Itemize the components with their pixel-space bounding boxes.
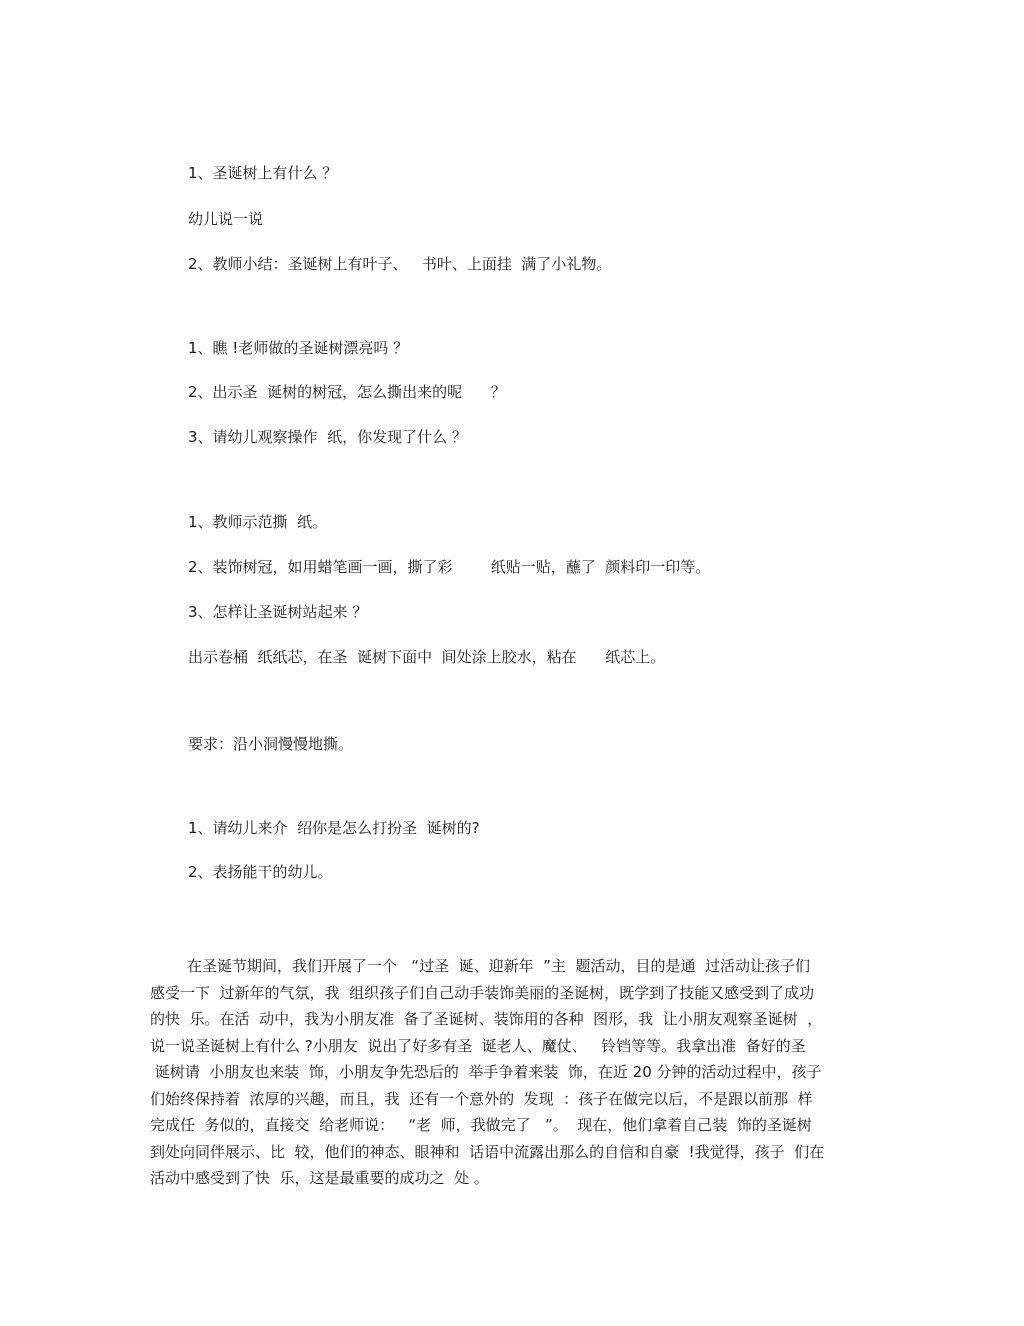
text-line-2: 幼儿说一说 [188, 210, 264, 228]
paragraph-line: 活动中感受到了快 乐，这是最重要的成功之 处 。 [150, 1169, 489, 1187]
text-line-5: 2、出示圣 诞树的树冠，怎么撕出来的呢 ？ [188, 383, 506, 401]
text-line-4: 1、瞧 !老师做的圣诞树漂亮吗 ？ [188, 339, 409, 357]
text-line-11: 要求：沿小洞慢慢地撕。 [188, 735, 354, 753]
paragraph-line: 们始终保持着 浓厚的兴趣，而且，我 还有一个意外的 发现 ：孩子在做完以后，不是跟以前那 样 [150, 1089, 813, 1108]
text-line-12: 1、请幼儿来介 绍你是怎么打扮圣 诞树的? [188, 819, 480, 837]
paragraph-line: 感受一下 过新年的气氛，我 组织孩子们自己动手装饰美丽的圣诞树，既学到了技能又感受到了成功 [150, 983, 815, 1002]
text-line-8: 2、装饰树冠，如用蜡笔画一画，撕了彩 纸贴一贴，蘸了 颜料印一印等。 [188, 558, 711, 576]
paragraph-line: 到处向同伴展示、比 较，他们的神态、眼神和 话语中流露出那么的自信和自豪 !我觉得，孩子 们在 [150, 1142, 825, 1161]
text-line-13: 2、表扬能干的幼儿。 [188, 863, 333, 881]
paragraph-line: 在圣诞节期间，我们开展了一个 “过圣 诞、迎新年 ”主 题活动，目的是通 过活动让孩子们 [187, 957, 810, 975]
paragraph-line: 诞树请 小朋友也来装 饰，小朋友争先恐后的 举手争着来装 饰，在近 20 分钟的活动过程中，孩子 [150, 1063, 822, 1081]
text-line-9: 3、怎样让圣诞树站起来 ？ [188, 603, 368, 621]
paragraph-line: 说一说圣诞树上有什么 ?小朋友 说出了好多有圣 诞老人、魔仗、 铃铛等等。我拿出准 备好的圣 [150, 1036, 806, 1055]
paragraph-line: 完成任 务似的，直接交 给老师说： “老 师，我做完了 ”。 现在，他们拿着自己装 饰的圣诞树 [150, 1116, 812, 1134]
text-line-6: 3、请幼儿观察操作 纸，你发现了什么 ？ [188, 428, 467, 446]
text-line-1: 1、圣诞树上有什么 ？ [188, 164, 338, 182]
reflection-paragraph [150, 953, 886, 1192]
text-line-7: 1、教师示范撕 纸。 [188, 513, 328, 531]
text-line-3: 2、教师小结：圣诞树上有叶子、 书叶、上面挂 满了小礼物。 [188, 255, 612, 273]
paragraph-line: 的快 乐。在活 动中，我为小朋友准 备了圣诞树、装饰用的各种 图形，我 让小朋友观察圣诞树 ， [150, 1010, 823, 1028]
text-line-10: 出示卷桶 纸纸芯，在圣 诞树下面中 间处涂上胶水，粘在 纸芯上。 [188, 648, 666, 666]
